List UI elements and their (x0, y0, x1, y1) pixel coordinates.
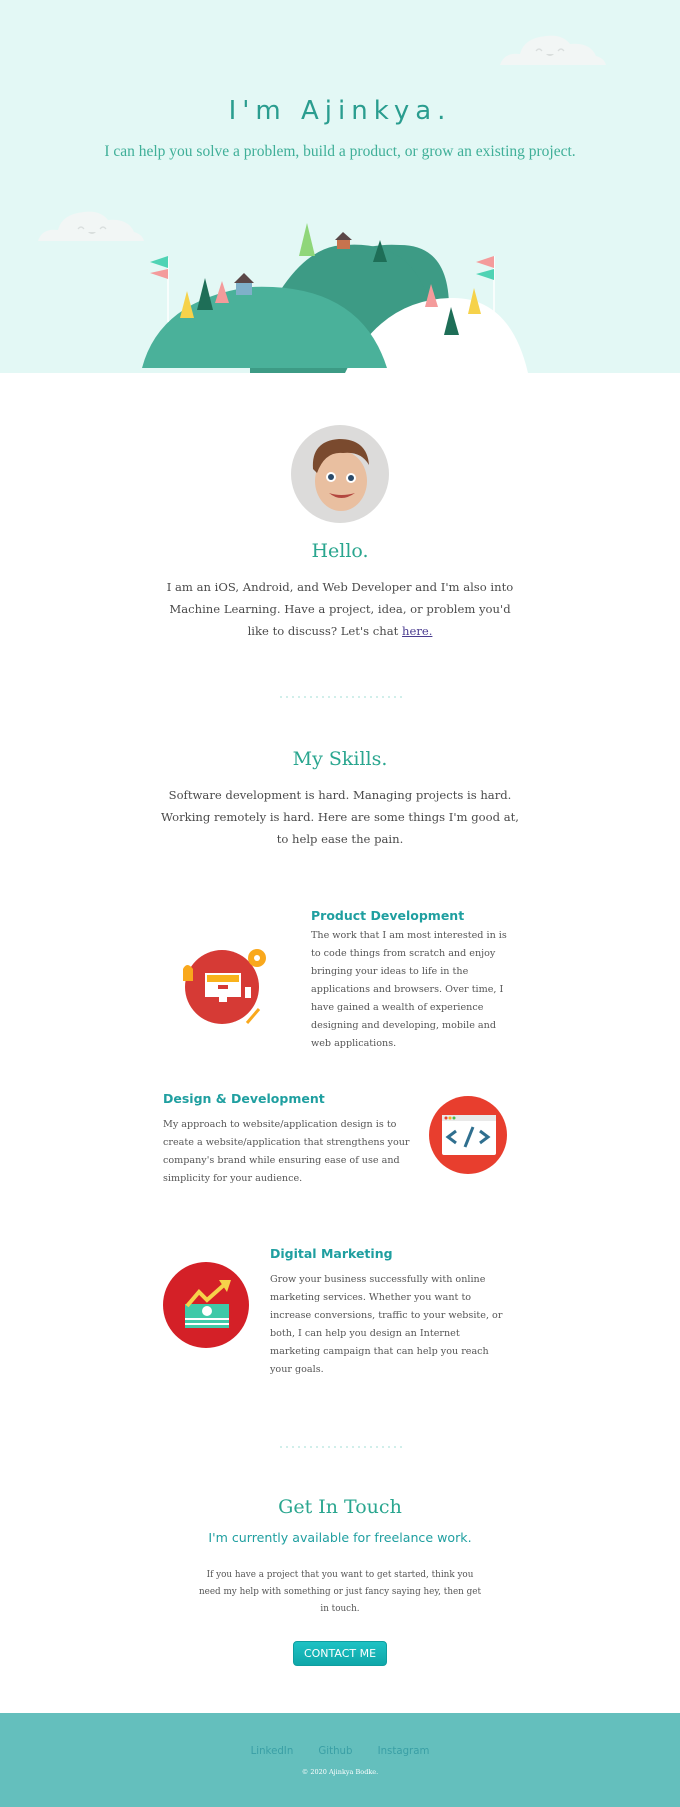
skill-text: Grow your business successfully with online marketing services. Whether you want to increase conversions, traffic to your website, or both, I can help you design an Internet marketing campaign that can help you reach your goals. (270, 1274, 503, 1375)
product-development-icon (177, 945, 273, 1033)
footer (0, 1713, 680, 1807)
contact-me-button[interactable]: CONTACT ME (293, 1641, 387, 1666)
about-heading: Hello. (311, 540, 369, 562)
section-divider (278, 696, 402, 698)
skill-content (163, 1091, 415, 1188)
copyright: © 2020 Ajinkya Bodke. (301, 1768, 379, 1776)
memoji-avatar-icon (291, 425, 389, 523)
skill-title: Design & Development (163, 1091, 325, 1106)
code-window-icon (428, 1095, 508, 1175)
availability-text: I'm currently available for freelance work. (208, 1530, 472, 1545)
github-link[interactable]: Github (318, 1746, 353, 1757)
footer-links (0, 1739, 680, 1758)
about-section (0, 425, 680, 698)
skill-title: Product Development (311, 908, 465, 923)
about-text (160, 576, 520, 642)
chat-here-link[interactable]: here. (402, 624, 433, 638)
hero-title: I'm Ajinkya. (228, 96, 452, 126)
hills-illustration (0, 0, 680, 373)
skill-content (270, 1246, 510, 1379)
skill-design-development (0, 1091, 680, 1246)
skill-digital-marketing (0, 1246, 680, 1416)
about-text-body: I am an iOS, Android, and Web Developer and I'm also into Machine Learning. Have a project, idea, or problem you'd like to discuss? Let's chat (166, 580, 514, 638)
skill-product-development (0, 908, 680, 1068)
skill-text: My approach to website/application design is to create a website/application that strengthens your company's brand while ensuring ease of use and simplicity for your audience. (163, 1119, 410, 1184)
hero-subtitle: I can help you solve a problem, build a product, or grow an existing project. (104, 143, 576, 160)
skill-text: The work that I am most interested in is to code things from scratch and enjoy bringing your ideas to life in the applications and browsers. Over time, I have gained a wealth of experience designing and developing, mobile and web applications. (311, 930, 507, 1049)
skill-title: Digital Marketing (270, 1246, 393, 1261)
skill-content (311, 908, 511, 1053)
linkedin-link[interactable]: LinkedIn (250, 1746, 294, 1757)
section-divider (278, 1446, 402, 1448)
contact-text: If you have a project that you want to get started, think you need my help with something or just fancy saying hey, then get in touch. (198, 1570, 482, 1614)
skills-section (0, 748, 680, 1448)
hero-header (0, 0, 680, 373)
skills-intro: Software development is hard. Managing projects is hard. Working remotely is hard. Here are some things I'm good at, to help ease the pain. (161, 788, 519, 846)
contact-heading: Get In Touch (278, 1496, 402, 1518)
contact-section (0, 1496, 680, 1666)
skills-heading: My Skills. (292, 748, 388, 770)
money-growth-icon (163, 1262, 249, 1348)
instagram-link[interactable]: Instagram (377, 1746, 430, 1757)
avatar (291, 425, 389, 523)
